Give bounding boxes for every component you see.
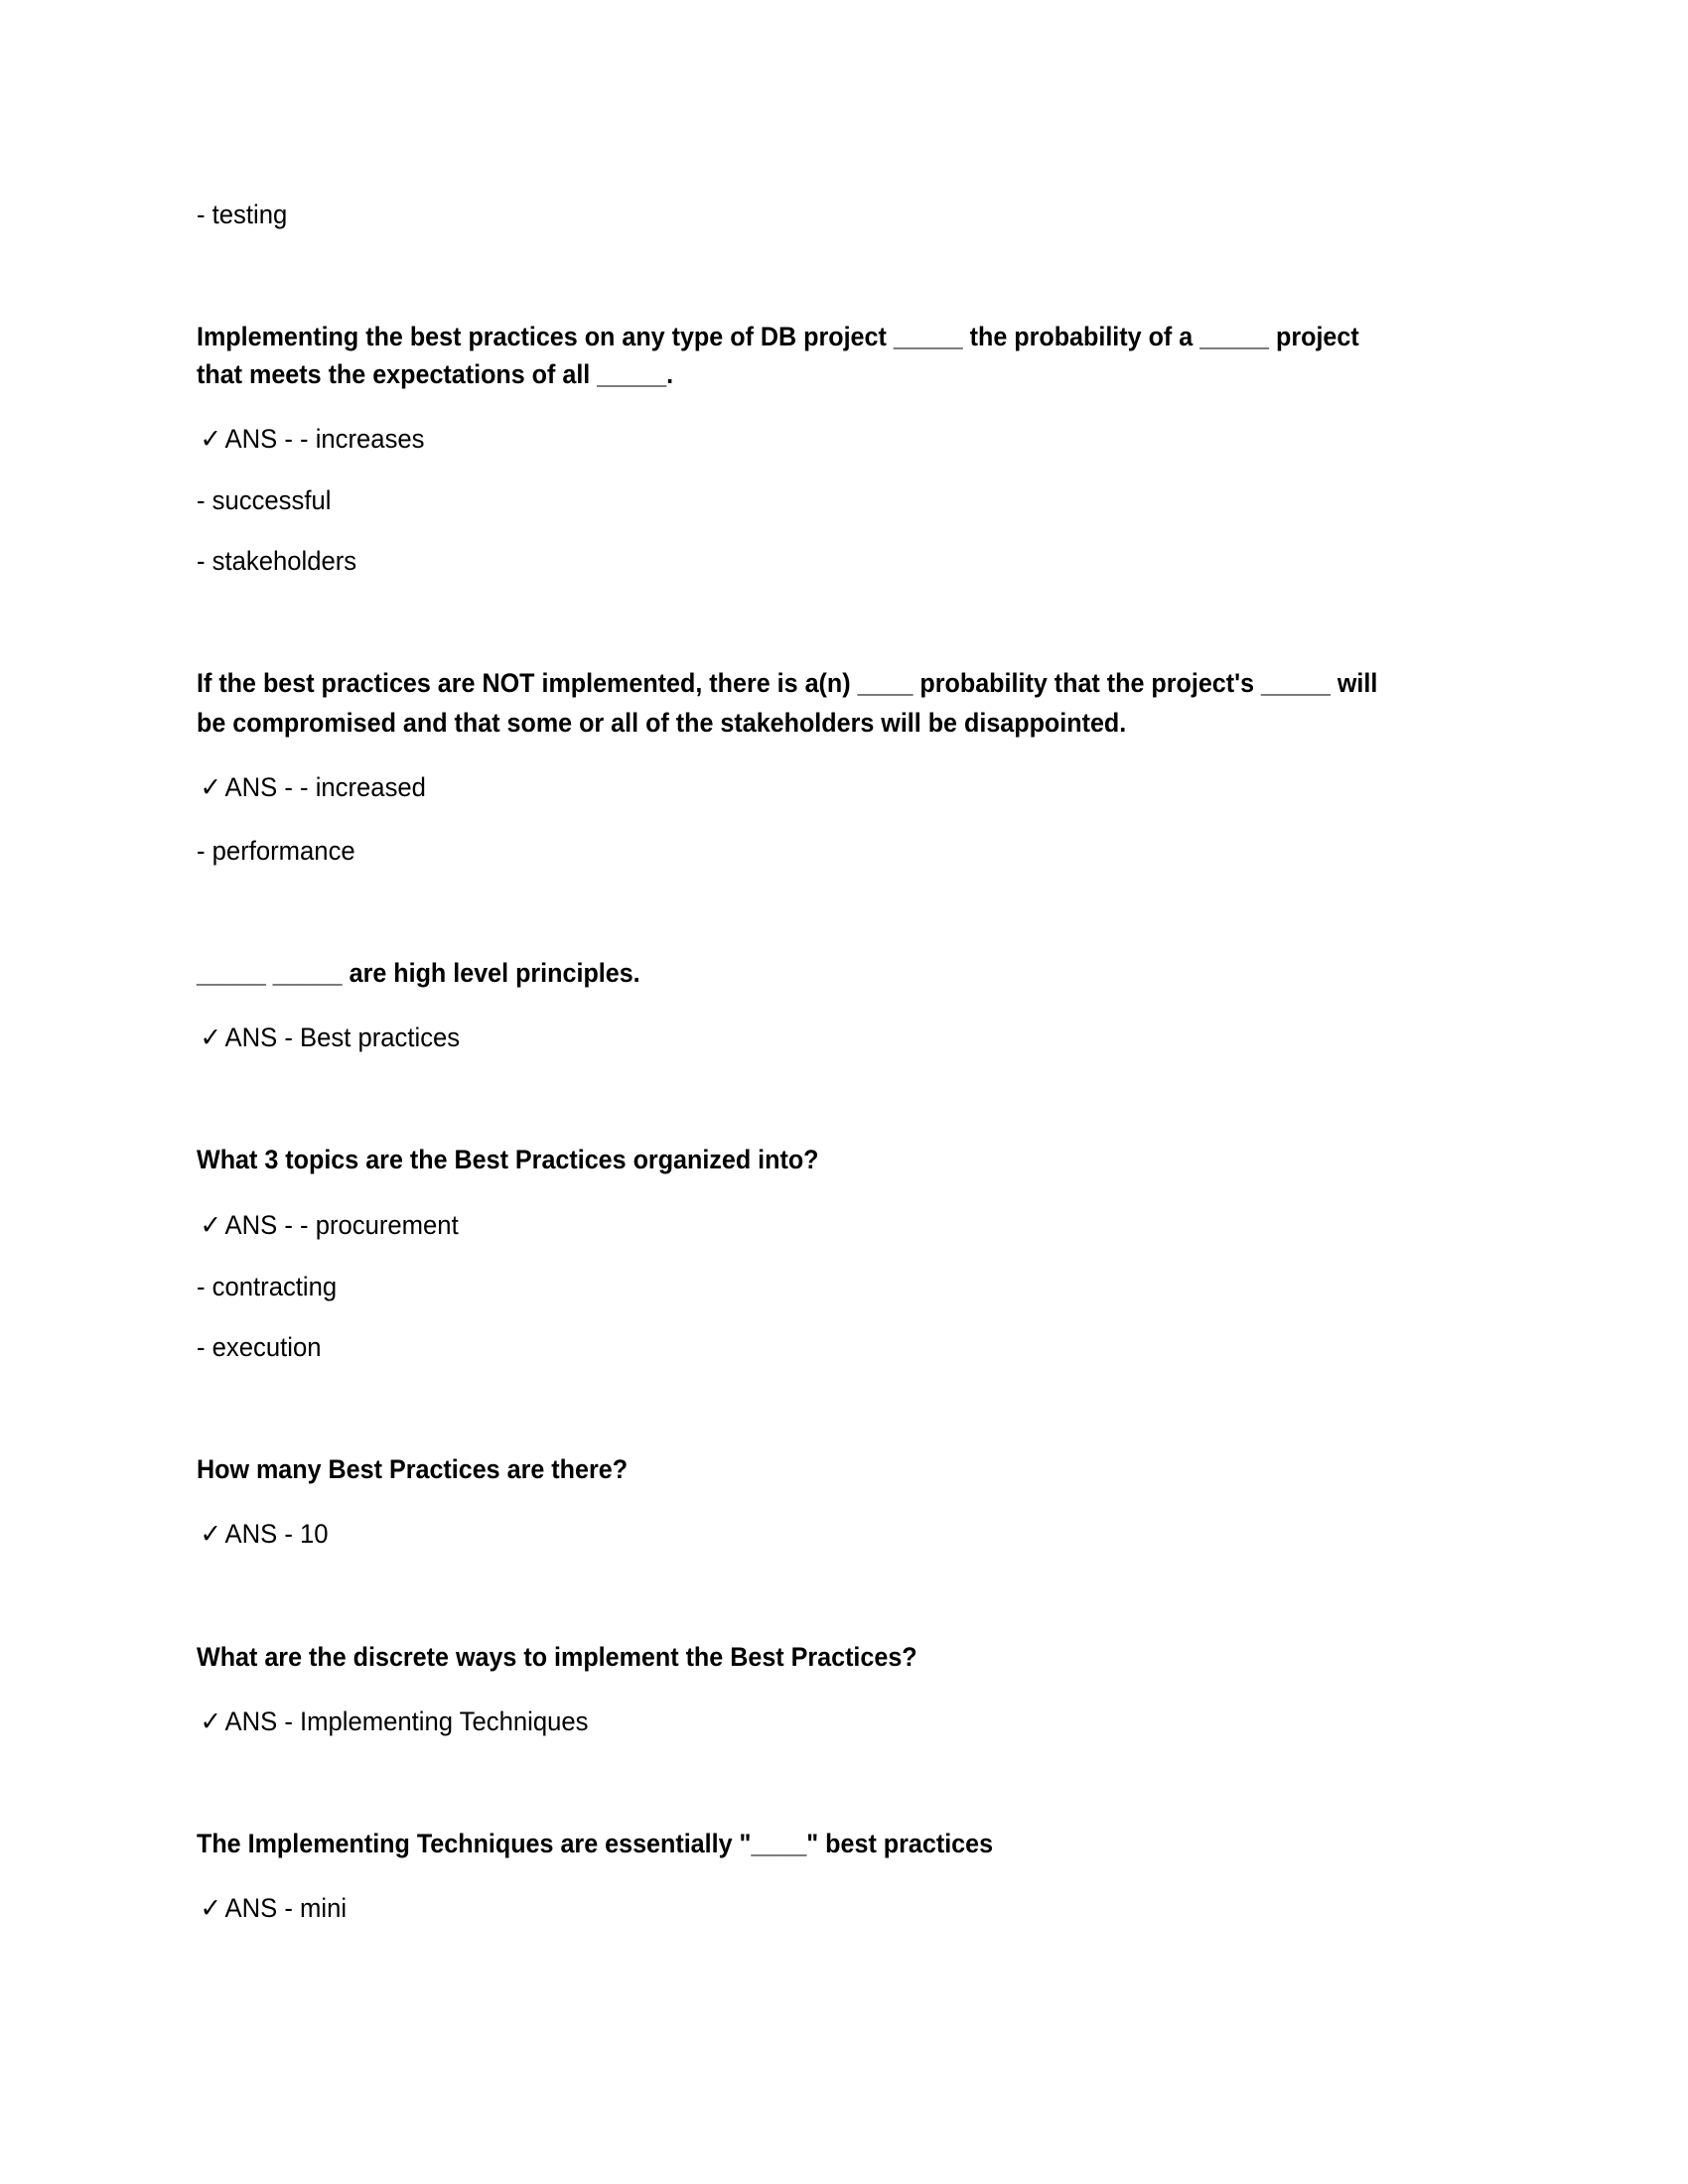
- question-1-line-2: that meets the expectations of all _____.: [197, 359, 674, 389]
- answer-5-text: ANS - 10: [224, 1519, 329, 1549]
- checkmark-icon: ✓: [200, 1023, 221, 1052]
- answer-1-text: ANS - - increases: [224, 424, 425, 454]
- answer-4-item-execution: - execution: [197, 1332, 322, 1362]
- answer-7-text: ANS - mini: [224, 1893, 348, 1923]
- answer-1-item-stakeholders: - stakeholders: [197, 546, 357, 576]
- checkmark-icon: ✓: [200, 424, 221, 454]
- answer-2-item-performance: - performance: [197, 836, 355, 866]
- answer-4-item-contracting: - contracting: [197, 1272, 338, 1301]
- answer-7: [197, 1891, 347, 1925]
- checkmark-icon: ✓: [200, 1893, 221, 1923]
- answer-6-text: ANS - Implementing Techniques: [224, 1706, 589, 1736]
- answer-2-text: ANS - - increased: [224, 772, 426, 802]
- question-7: The Implementing Techniques are essentially "____" best practices: [197, 1829, 994, 1858]
- answer-6: [197, 1705, 588, 1738]
- question-6: What are the discrete ways to implement the Best Practices?: [197, 1642, 917, 1672]
- question-5: How many Best Practices are there?: [197, 1454, 629, 1484]
- question-2-line-2: be compromised and that some or all of the stakeholders will be disappointed.: [197, 708, 1127, 738]
- question-4: What 3 topics are the Best Practices organized into?: [197, 1145, 819, 1174]
- answer-4: [197, 1208, 459, 1242]
- checkmark-icon: ✓: [200, 1706, 221, 1736]
- question-2-line-1: If the best practices are NOT implemented, there is a(n) ____ probability that the project's _____ will: [197, 668, 1378, 698]
- checkmark-icon: ✓: [200, 1210, 221, 1240]
- answer-4-text: ANS - - procurement: [224, 1210, 459, 1240]
- checkmark-icon: ✓: [200, 772, 221, 802]
- answer-2: [197, 770, 426, 804]
- answer-1: [197, 422, 424, 456]
- answer-5: [197, 1517, 329, 1551]
- list-item-testing: - testing: [197, 200, 288, 229]
- question-3: _____ _____ are high level principles.: [197, 958, 640, 988]
- answer-3: [197, 1021, 460, 1054]
- answer-3-text: ANS - Best practices: [224, 1023, 461, 1052]
- question-1-line-1: Implementing the best practices on any type of DB project _____ the probability of a _____ project: [197, 322, 1359, 351]
- checkmark-icon: ✓: [200, 1519, 221, 1549]
- answer-1-item-successful: - successful: [197, 485, 332, 515]
